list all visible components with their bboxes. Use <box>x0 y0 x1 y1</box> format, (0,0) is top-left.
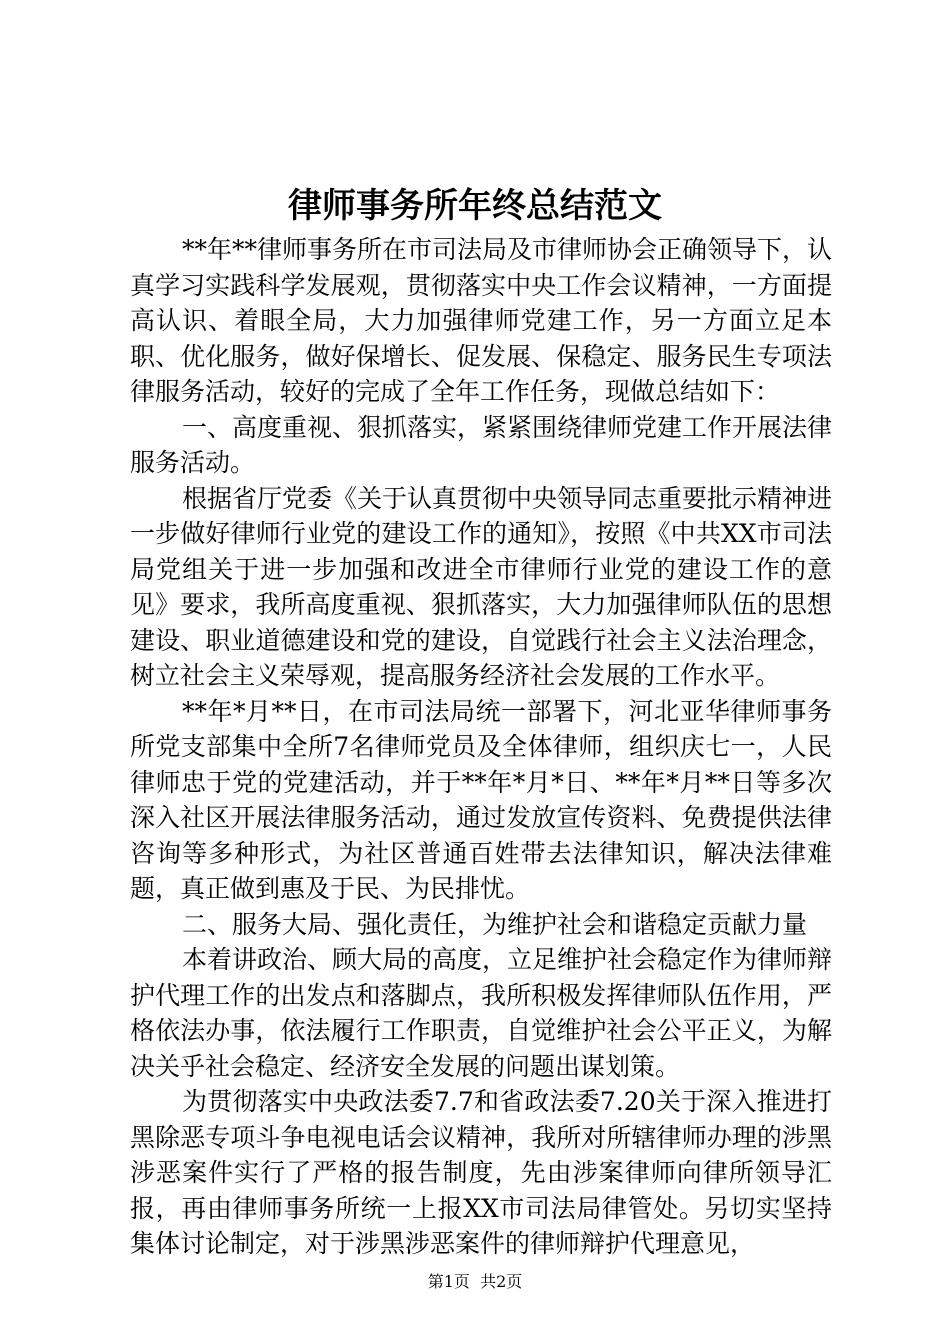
paragraph-activity: **年*月**日，在市司法局统一部署下，河北亚华律师事务所党支部集中全所7名律师党员及全体律师，组织庆七一，人民律师忠于党的党建活动，并于**年*月*日、**年*月**日等多次深入社区开展法律服务活动，通过发放宣传资料、免费提供法律咨询等多种形式，为社区普通百姓带去法律知识，解决法律难题，真正做到惠及于民、为民排忧。 <box>130 696 832 903</box>
paragraph-stability: 本着讲政治、顾大局的高度，立足维护社会稳定作为律师辩护代理工作的出发点和落脚点，我所积极发挥律师队伍作用，严格依法办事，依法履行工作职责，自觉维护社会公平正义，为解决关乎社会稳定、经济安全发展的问题出谋划策。 <box>130 945 833 1081</box>
section-heading-one: 一、高度重视、狠抓落实，紧紧围绕律师党建工作开展法律服务活动。 <box>130 412 833 477</box>
section-heading-two: 二、服务大局、强化责任，为维护社会和谐稳定贡献力量 <box>182 909 808 939</box>
paragraph-intro: **年**律师事务所在市司法局及市律师协会正确领导下，认真学习实践科学发展观，贯彻落实中央工作会议精神，一方面提高认识、着眼全局，大力加强律师党建工作，另一方面立足本职、优化服务，做好保增长、促发展、保稳定、服务民生专项法律服务活动，较好的完成了全年工作任务，现做总结如下： <box>130 235 833 406</box>
page-indicator: 第1页 共2页 <box>427 1272 523 1291</box>
paragraph-party-building: 根据省厅党委《关于认真贯彻中央领导同志重要批示精神进一步做好律师行业党的建设工作的通知》，按照《中共XX市司法局党组关于进一步加强和改进全市律师行业党的建设工作的意见》要求，我所高度重视、狠抓落实，大力加强律师队伍的思想建设、职业道德建设和党的建设，自觉践行社会主义法治理念，树立社会主义荣辱观，提高服务经济社会发展的工作水平。 <box>130 483 833 690</box>
document-title: 律师事务所年终总结范文 <box>288 186 662 226</box>
document-body <box>130 232 832 1262</box>
paragraph-anti-crime: 为贯彻落实中央政法委7.7和省政法委7.20关于深入推进打黑除恶专项斗争电视电话会议精神，我所对所辖律师办理的涉黑涉恶案件实行了严格的报告制度，先由涉案律师向律所领导汇报，再由律师事务所统一上报XX市司法局律管处。另切实坚持集体讨论制定，对于涉黑涉恶案件的律师辩护代理意见， <box>130 1087 832 1258</box>
